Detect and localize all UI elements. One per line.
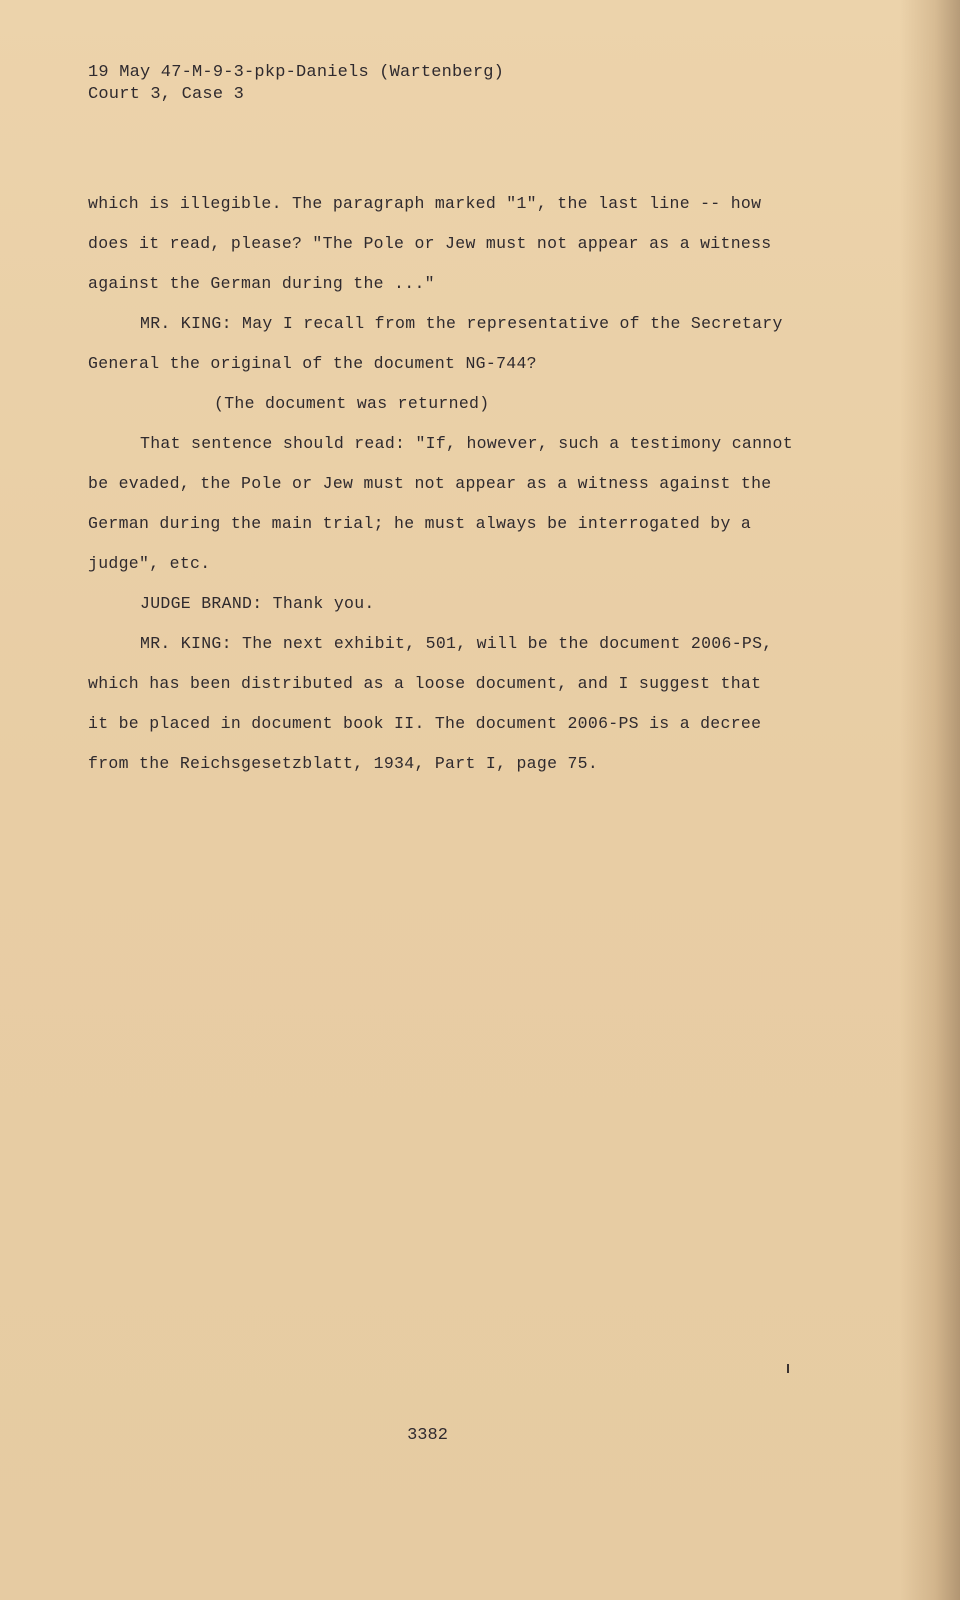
header-reference-line: 19 May 47-M-9-3-pkp-Daniels (Wartenberg) (88, 63, 505, 82)
page-number: 3382 (407, 1426, 448, 1445)
transcript-line: judge", etc. (88, 554, 211, 573)
transcript-line: JUDGE BRAND: Thank you. (140, 594, 375, 613)
transcript-line: General the original of the document NG-744? (88, 354, 537, 373)
transcript-line: which has been distributed as a loose document, and I suggest that (88, 674, 762, 693)
transcript-line: be evaded, the Pole or Jew must not appear as a witness against the (88, 474, 772, 493)
transcript-line: it be placed in document book II. The document 2006-PS is a decree (88, 714, 762, 733)
document-header (88, 62, 504, 106)
transcript-line: German during the main trial; he must always be interrogated by a (88, 514, 752, 533)
transcript-body (88, 184, 808, 784)
transcript-line: That sentence should read: "If, however, such a testimony cannot (140, 434, 793, 453)
header-court-line: Court 3, Case 3 (88, 85, 245, 104)
transcript-line: against the German during the ..." (88, 274, 435, 293)
ink-mark (787, 1364, 789, 1373)
transcript-line: does it read, please? "The Pole or Jew must not appear as a witness (88, 234, 772, 253)
transcript-line: (The document was returned) (214, 394, 490, 413)
transcript-line: MR. KING: The next exhibit, 501, will be the document 2006-PS, (140, 634, 773, 653)
transcript-line: from the Reichsgesetzblatt, 1934, Part I, page 75. (88, 754, 599, 773)
transcript-line: MR. KING: May I recall from the representative of the Secretary (140, 314, 783, 333)
transcript-line: which is illegible. The paragraph marked "1", the last line -- how (88, 194, 762, 213)
